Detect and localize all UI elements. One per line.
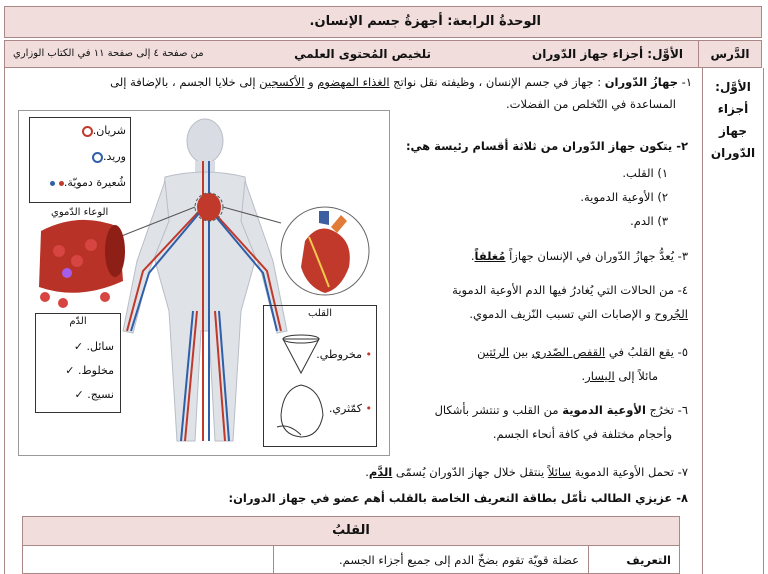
- point-1: [20, 72, 692, 92]
- blood-item-1-label: سائل.: [86, 340, 114, 353]
- side-column: [702, 68, 764, 574]
- blood-item-2: [65, 364, 114, 377]
- bullet-icon: •: [365, 402, 372, 415]
- p7-text-b: ينتقل خلال جهاز الدّوران يُسمّى: [392, 465, 548, 479]
- p3-text-b: .: [470, 249, 475, 263]
- point-1-line-2: المساعدة في التّخلص من الفضلات.: [506, 97, 676, 111]
- p5-underline-lungs: الرئتين: [477, 345, 510, 359]
- p1-underline-oxygen: الأكسجين: [259, 75, 305, 89]
- bullet-icon: •: [365, 348, 372, 361]
- p5-underline-left: اليسار: [585, 369, 615, 383]
- unit-title: الوحدةُ الرابعة: أجهزةُ جسم الإنسان.: [4, 6, 762, 38]
- p7-underline-blood: الدَّم: [368, 465, 393, 479]
- summary-label: تلخيص المُحتوى العلمي: [294, 47, 431, 61]
- point-5-line-1: [388, 342, 688, 362]
- p7-text-c: .: [365, 465, 369, 479]
- heart-shape-pear: [329, 402, 372, 415]
- header-divider: [698, 41, 699, 67]
- p6-text-a: ٦- تخرُج: [645, 403, 688, 417]
- capillary-icon-2: [50, 181, 55, 186]
- point-5-line-2: [458, 366, 658, 386]
- p1-text-c: إلى خلايا الجسم ، بالإضافة إلى: [110, 75, 260, 89]
- point-7: [88, 462, 688, 482]
- p3-underline-closed: مُغلقاً: [474, 249, 506, 263]
- p1-underline-food: الغذاء المهضوم: [317, 75, 390, 89]
- blood-title: الدّم: [69, 316, 87, 327]
- blood-item-1: [74, 340, 114, 353]
- vein-icon: [92, 152, 103, 163]
- p1-prefix: ١-: [678, 75, 692, 89]
- p1-text-a: : جهاز في جسم الإنسان ، وظيفته نقل نواتج: [389, 75, 605, 89]
- point-2-title: ٢- يتكون جهاز الدّوران من ثلاثة أقسام رئيسة هي:: [405, 139, 688, 153]
- p4-underline-wounds: الجُروح: [654, 307, 688, 321]
- circulatory-figure: [18, 110, 390, 456]
- vessel-cutaway-illustration: [39, 220, 125, 308]
- definition-label: التعريف: [626, 553, 671, 567]
- point-6-line-1: [388, 400, 688, 420]
- p1-term: جهازُ الدّوران: [604, 75, 678, 89]
- p6-term: الأوعية الدموية: [562, 403, 646, 417]
- side-lesson-name: الأوَّل: أجزاء جهاز الدّوران: [710, 80, 756, 160]
- legend-vein: [36, 150, 126, 163]
- heart-shape-cone-label: مخروطي.: [316, 348, 362, 361]
- heart-shape-box: [263, 305, 377, 447]
- point-3: [388, 246, 688, 266]
- blood-item-2-label: مخلوط.: [78, 364, 114, 377]
- point-2-item-2: ٢) الأوعية الدموية.: [580, 190, 668, 204]
- p5-text-a: ٥- يقع القلبُ في: [605, 345, 688, 359]
- page-range: من صفحة ٤ إلى صفحة ١١ في الكتاب الوزاري: [13, 48, 204, 59]
- blood-item-3: [74, 388, 114, 401]
- left-border: [4, 68, 5, 574]
- point-2-item-3: ٣) الدم.: [630, 214, 668, 228]
- p6-text-b: من القلب و تنتشر بأشكال: [434, 403, 563, 417]
- legend-capillary-label: شُعيرة دمويّة.: [63, 176, 126, 189]
- check-icon: ✓: [73, 340, 84, 353]
- blood-item-3-label: نسيج.: [87, 388, 114, 401]
- point-4-line-1: ٤- من الحالات التي يُغادرُ فيها الدم الأوعية الدموية: [452, 283, 688, 297]
- vessel-legend: [29, 117, 131, 203]
- legend-capillary: [36, 176, 126, 189]
- p7-underline-liquid: سائلاً: [547, 465, 572, 479]
- point-6-line-2: وأحجام مختلفة في كافة أنحاء الجسم.: [492, 427, 672, 441]
- legend-vein-label: وريد.: [103, 150, 126, 163]
- p5-text-b: بين: [509, 345, 532, 359]
- legend-artery: [36, 124, 126, 137]
- p7-text-a: ٧- تحمل الأوعية الدموية: [571, 465, 688, 479]
- heart-card: [22, 516, 680, 574]
- heart-shape-pear-label: كمّثري.: [328, 402, 362, 415]
- p5-text-c: مائلاً إلى: [614, 369, 658, 383]
- vessel-label: الوعاء الدّموي: [51, 207, 109, 218]
- heart-card-title: القلبُ: [23, 517, 679, 546]
- check-icon: ✓: [65, 364, 75, 377]
- point-4-line-2: [388, 304, 688, 324]
- heart-box-title: القلب: [307, 308, 332, 319]
- point-2-item-1: ١) القلب.: [622, 166, 668, 180]
- body-heart: [197, 193, 221, 221]
- card-divider: [588, 545, 589, 573]
- lesson-title: الأوَّل: أجزاء جهاز الدّوران: [532, 47, 683, 61]
- card-divider-2: [273, 545, 274, 573]
- legend-artery-label: شريان.: [92, 124, 126, 137]
- p4-text: و الإصابات التي تسبب النّزيف الدموي.: [469, 307, 655, 321]
- p5-underline-chest: القفص الصّدري: [531, 345, 606, 359]
- check-icon: ✓: [74, 388, 84, 401]
- heart-shape-cone: [316, 348, 372, 361]
- p1-text-b: و: [304, 75, 318, 89]
- lesson-label: الدَّرس: [710, 47, 750, 61]
- artery-icon: [82, 126, 93, 137]
- p5-text-d: .: [581, 369, 586, 383]
- blood-box: [35, 313, 121, 413]
- definition-text: عضلة قويّة تقوم بضخّ الدم إلى جميع أجزاء الجسم.: [339, 553, 579, 567]
- point-8: ٨- عزيزي الطالب تأمّل بطاقة التعريف الخاصة بالقلب أهم عضو في جهاز الدوران:: [228, 491, 688, 505]
- lesson-header: [4, 40, 762, 68]
- p3-text-a: ٣- يُعدُّ جهازُ الدّوران في الإنسان جهازاً: [505, 249, 688, 263]
